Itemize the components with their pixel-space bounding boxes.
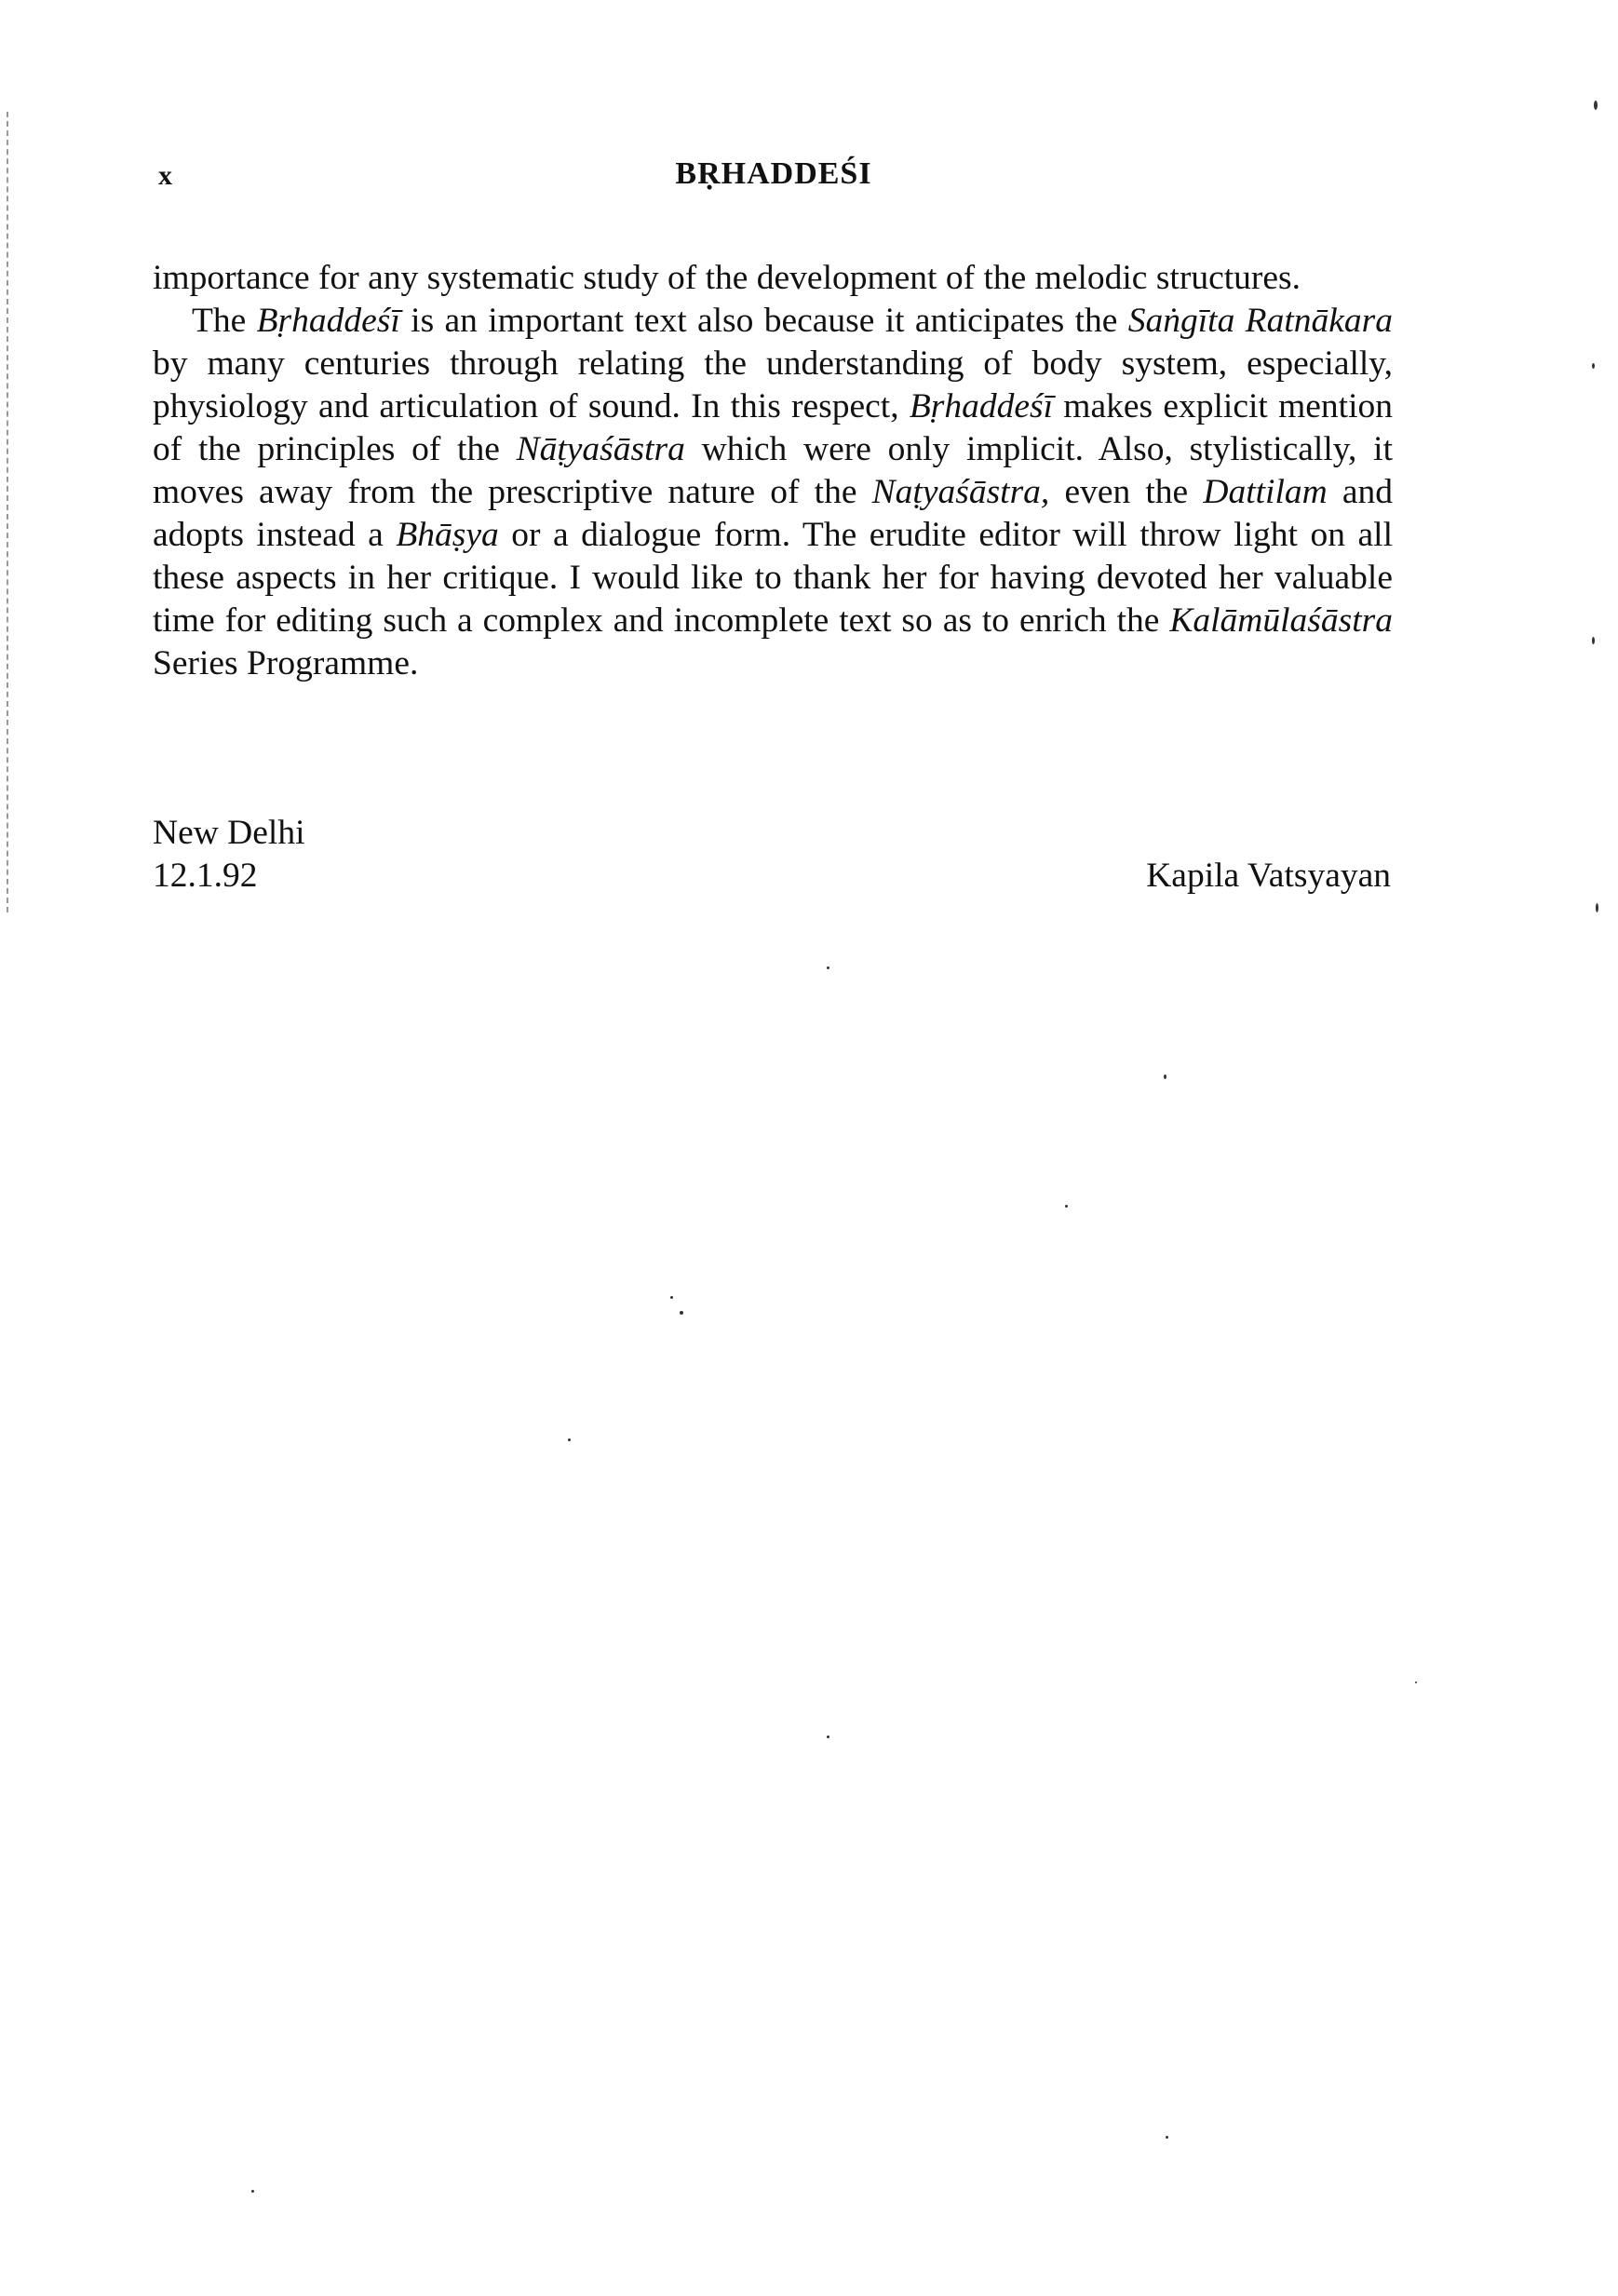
scan-speck (1596, 903, 1598, 912)
scan-speck (251, 2190, 254, 2193)
signature-author: Kapila Vatsyayan (1146, 857, 1391, 895)
text-run: by many centuries through relating the understanding of body system, especially, physiology and articulation of sound. In this respect, (153, 344, 1393, 425)
scan-speck (1592, 637, 1595, 644)
page-number: x (158, 160, 172, 191)
italic-title: Kalāmūlaśāstra (1169, 601, 1393, 640)
scan-speck (1592, 363, 1595, 369)
italic-title: Bṛhaddeśī (256, 302, 400, 340)
italic-title: Nāṭyaśāstra (516, 430, 685, 468)
italic-title: Bṛhaddeśī (909, 387, 1054, 425)
scan-speck (670, 1296, 673, 1299)
text-run: even the (1049, 473, 1204, 511)
italic-title: Saṅgīta Ratnākara (1127, 302, 1393, 340)
signature-place: New Delhi (153, 814, 305, 852)
running-head (158, 156, 1389, 203)
text-run: makes explicit mention of the principles of the (153, 387, 1393, 468)
scan-speck (1065, 1205, 1068, 1208)
scan-speck (1164, 1074, 1166, 1079)
italic-title: Dattilam (1203, 473, 1328, 511)
scan-speck (1166, 2136, 1168, 2139)
text-run: Series Programme. (153, 644, 419, 682)
signature-date: 12.1.92 (153, 857, 258, 895)
body-text (153, 257, 1393, 685)
italic-title: Naṭyaśāstra, (871, 473, 1050, 511)
text-run: which were only implicit. Also, stylistically, it moves away from the prescriptive nature of the (153, 430, 1393, 511)
running-title: BṚHADDEŚI (675, 156, 872, 191)
paragraph-bṛhaddeśī (153, 300, 1393, 685)
scan-speck (827, 966, 829, 969)
scan-speck (1415, 1681, 1417, 1683)
text-run: is an important text also because it anticipates the (399, 302, 1128, 340)
scan-speck (827, 1736, 829, 1738)
paragraph-continuation: importance for any systematic study of the development of the melodic structures. (153, 259, 1301, 297)
scan-speck (680, 1311, 683, 1315)
text-run: or a dialogue form. The erudite editor will throw light on all these aspects in her critique. I would like to thank her for having devoted her valuable time for editing such a complex and incomplete text so as to enrich the (153, 516, 1393, 640)
italic-title: Bhāṣya (396, 516, 499, 554)
text-run: The (192, 302, 257, 340)
scan-speck (1594, 101, 1598, 110)
scan-speck (568, 1438, 571, 1441)
text-run: and adopts instead a (153, 473, 1393, 554)
binding-edge-line (7, 112, 8, 912)
